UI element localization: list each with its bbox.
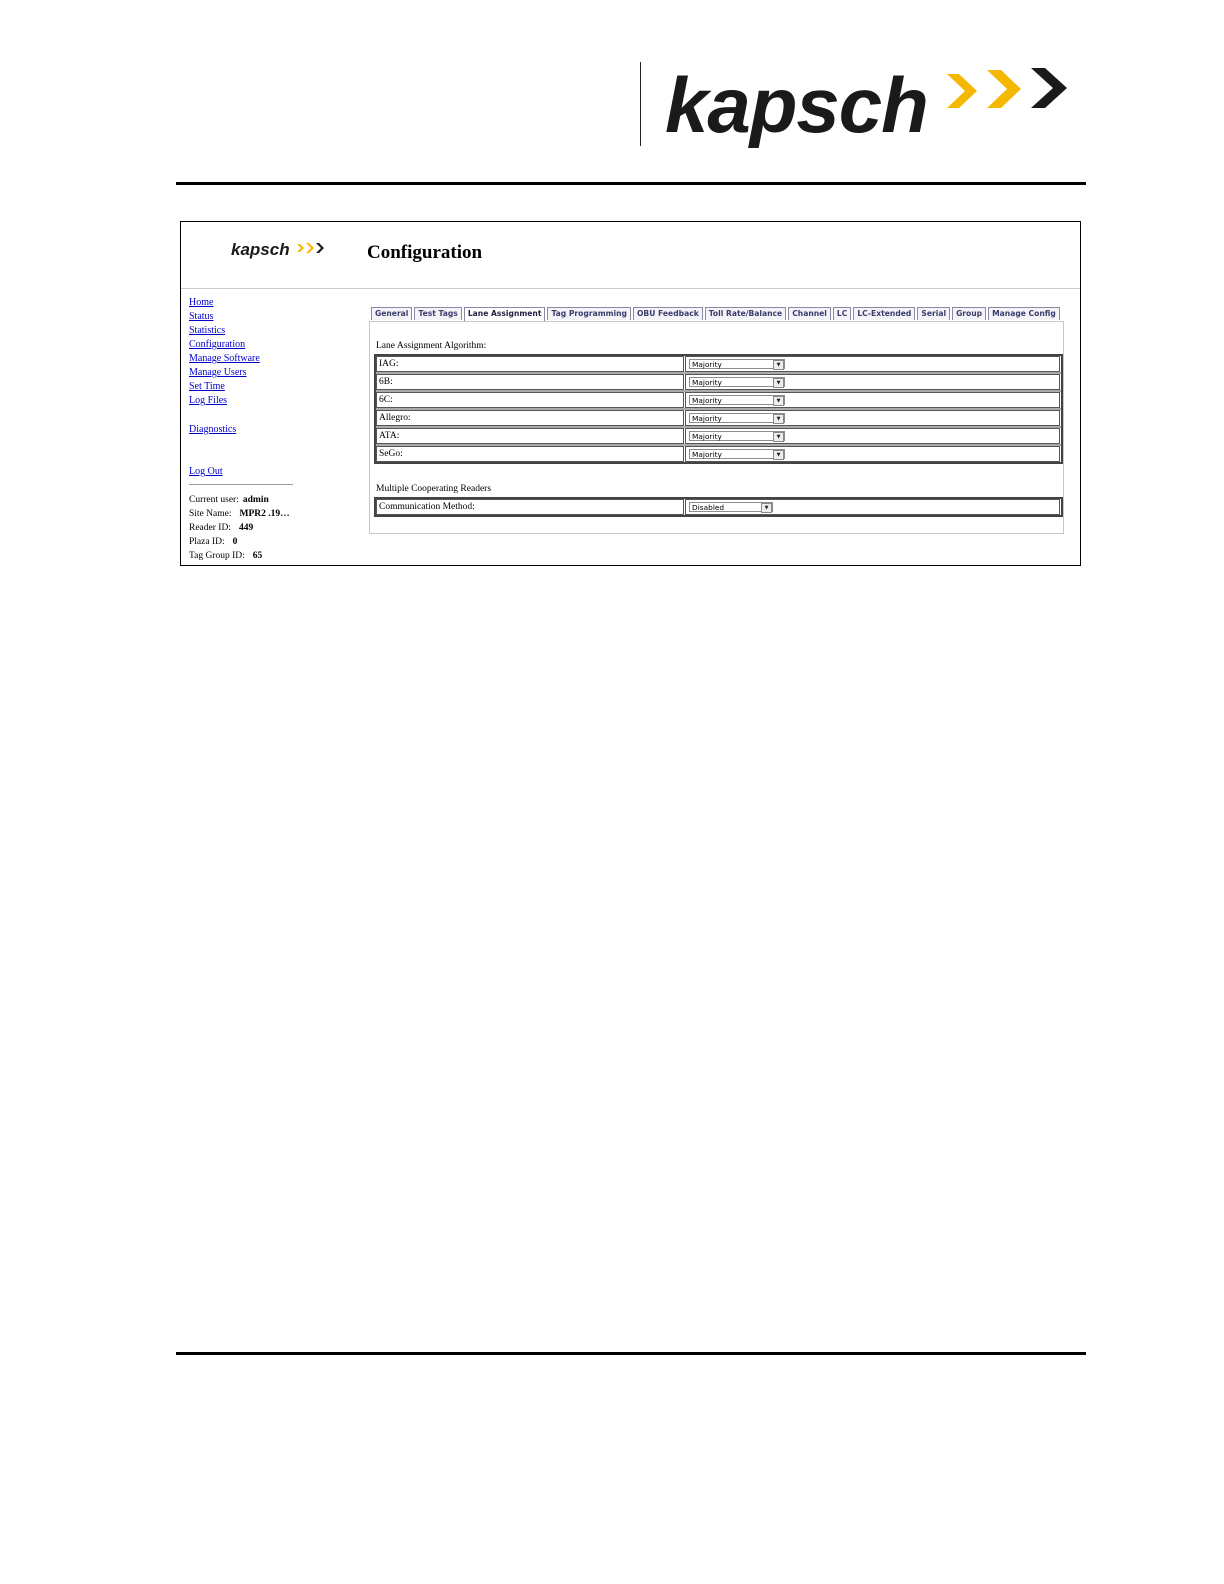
tab-obu-feedback[interactable]: OBU Feedback xyxy=(633,307,703,320)
chevron-down-icon: ▼ xyxy=(773,450,784,460)
allegro-label: Allegro: xyxy=(376,410,684,426)
tab-manage-config[interactable]: Manage Config xyxy=(988,307,1060,320)
cooperating-readers-table xyxy=(374,497,1063,517)
table-row xyxy=(376,446,1061,462)
6c-value-cell xyxy=(685,392,1060,408)
chevron-down-icon: ▼ xyxy=(761,503,772,513)
tab-general[interactable]: General xyxy=(371,307,412,320)
nav-spacer xyxy=(189,408,349,423)
6b-algorithm-select[interactable]: Majority ▼ xyxy=(689,377,785,387)
sego-label: SeGo: xyxy=(376,446,684,462)
chevron-down-icon: ▼ xyxy=(773,378,784,388)
sego-value-cell xyxy=(685,446,1060,462)
current-user-line: Current user: admin xyxy=(189,495,269,505)
site-name-line: Site Name: MPR2 .19… xyxy=(189,509,290,519)
app-header xyxy=(181,222,1080,289)
table-row xyxy=(376,428,1061,446)
nav-diagnostics-link[interactable]: Diagnostics xyxy=(189,424,237,435)
tab-lane-assignment[interactable]: Lane Assignment xyxy=(464,307,546,321)
iag-algorithm-select[interactable]: Majority ▼ xyxy=(689,359,785,369)
lane-assignment-panel xyxy=(369,321,1064,534)
nav-home-link[interactable]: Home xyxy=(189,297,214,308)
communication-method-value-cell xyxy=(685,499,1060,515)
app-logo-wordmark: kapsch xyxy=(231,240,290,259)
tab-group[interactable]: Group xyxy=(952,307,986,320)
lane-assignment-table xyxy=(374,354,1063,464)
nav-separator xyxy=(189,484,293,485)
footer-rule xyxy=(176,1352,1086,1355)
nav-log-files-link[interactable]: Log Files xyxy=(189,395,228,406)
nav-status-link[interactable]: Status xyxy=(189,311,214,322)
table-row xyxy=(376,356,1061,374)
tab-tag-programming[interactable]: Tag Programming xyxy=(547,307,631,320)
chevron-down-icon: ▼ xyxy=(773,432,784,442)
tag-group-id-line: Tag Group ID: 65 xyxy=(189,551,263,561)
app-logo xyxy=(231,240,290,264)
6b-label: 6B: xyxy=(376,374,684,390)
6c-algorithm-select[interactable]: Majority ▼ xyxy=(689,395,785,405)
nav-manage-users-link[interactable]: Manage Users xyxy=(189,367,247,378)
table-row xyxy=(376,392,1061,410)
nav-statistics-link[interactable]: Statistics xyxy=(189,325,226,336)
app-logo-chevrons-icon xyxy=(297,242,325,254)
communication-method-label: Communication Method: xyxy=(376,499,684,515)
6c-label: 6C: xyxy=(376,392,684,408)
iag-label: IAG: xyxy=(376,356,684,372)
chevron-down-icon: ▼ xyxy=(773,360,784,370)
logo-wordmark: kapsch xyxy=(665,61,928,149)
nav-configuration-link[interactable]: Configuration xyxy=(189,339,246,350)
table-row xyxy=(376,374,1061,392)
nav-logout-link[interactable]: Log Out xyxy=(189,466,223,477)
tab-lc[interactable]: LC xyxy=(833,307,851,320)
nav-spacer xyxy=(189,437,349,465)
sego-algorithm-select[interactable]: Majority ▼ xyxy=(689,449,785,459)
tab-channel[interactable]: Channel xyxy=(788,307,831,320)
table-row xyxy=(376,499,1061,515)
plaza-id-line: Plaza ID: 0 xyxy=(189,537,238,547)
cooperating-readers-heading: Multiple Cooperating Readers xyxy=(376,484,492,494)
allegro-algorithm-select[interactable]: Majority ▼ xyxy=(689,413,785,423)
config-screenshot xyxy=(180,221,1081,566)
nav-manage-software-link[interactable]: Manage Software xyxy=(189,353,260,364)
reader-id-line: Reader ID: 449 xyxy=(189,523,254,533)
iag-value-cell xyxy=(685,356,1060,372)
logo-chevrons-icon xyxy=(947,66,1072,116)
chevron-down-icon: ▼ xyxy=(773,396,784,406)
allegro-value-cell xyxy=(685,410,1060,426)
ata-label: ATA: xyxy=(376,428,684,444)
table-row xyxy=(376,410,1061,428)
header-rule xyxy=(176,182,1086,185)
nav-set-time-link[interactable]: Set Time xyxy=(189,381,225,392)
tab-serial[interactable]: Serial xyxy=(917,307,950,320)
document-header xyxy=(0,0,1224,190)
lane-assignment-heading: Lane Assignment Algorithm: xyxy=(376,341,487,351)
tab-lc-extended[interactable]: LC-Extended xyxy=(853,307,915,320)
chevron-down-icon: ▼ xyxy=(773,414,784,424)
left-nav xyxy=(189,296,349,563)
config-tabs xyxy=(371,307,1062,321)
header-divider xyxy=(640,62,641,146)
session-info xyxy=(189,493,349,563)
kapsch-logo xyxy=(665,60,1075,150)
ata-algorithm-select[interactable]: Majority ▼ xyxy=(689,431,785,441)
tab-test-tags[interactable]: Test Tags xyxy=(414,307,461,320)
communication-method-select[interactable]: Disabled ▼ xyxy=(689,502,773,512)
page-title: Configuration xyxy=(367,242,483,263)
tab-toll-rate-balance[interactable]: Toll Rate/Balance xyxy=(705,307,786,320)
6b-value-cell xyxy=(685,374,1060,390)
ata-value-cell xyxy=(685,428,1060,444)
